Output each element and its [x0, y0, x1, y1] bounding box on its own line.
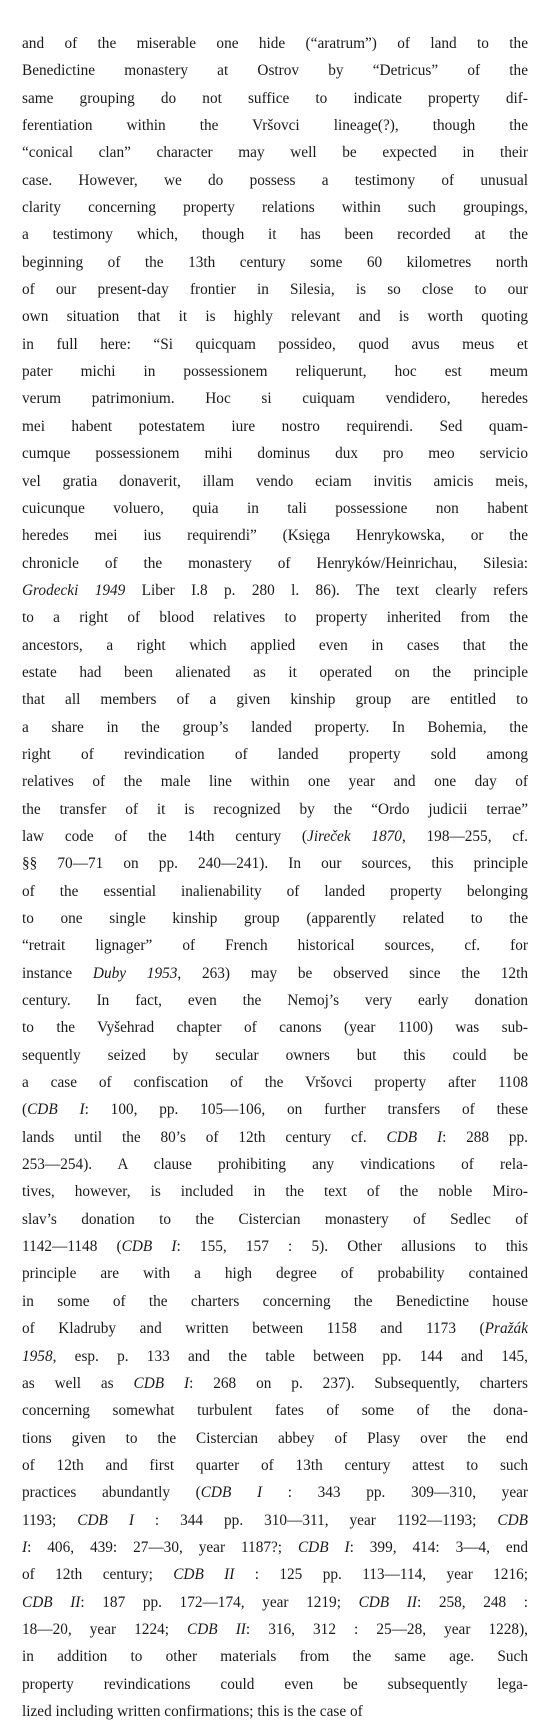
citation-italic: Duby 1953	[92, 964, 178, 982]
text-segment: to the Vyšehrad chapter of canons (year 1100) was sub-	[22, 1019, 528, 1037]
text-line	[22, 440, 528, 467]
citation-italic: CDB II	[187, 1620, 246, 1638]
text-segment: century. In fact, even the Nemoj’s very early donation	[22, 992, 528, 1010]
text-line	[22, 550, 528, 577]
text-line	[22, 468, 528, 495]
text-line	[22, 1671, 528, 1698]
text-line	[22, 796, 528, 823]
citation-italic: CDB I	[77, 1511, 134, 1529]
text-line	[22, 1452, 528, 1479]
text-segment: : 268 on p. 237). Subsequently, charters	[189, 1374, 528, 1392]
citation-italic: CDB II	[358, 1593, 417, 1611]
text-line	[22, 194, 528, 221]
text-segment: : 288 pp.	[442, 1128, 528, 1146]
text-segment: a testimony which, though it has been recorded at the	[22, 226, 528, 244]
text-line	[22, 714, 528, 741]
text-segment: : 399, 414: 3—4, end	[349, 1538, 528, 1556]
text-segment: chronicle of the monastery of Henryków/Heinrichau, Silesia:	[22, 554, 528, 572]
text-segment: estate had been alienated as it operated on the principle	[22, 663, 528, 681]
text-segment: to one single kinship group (apparently related to the	[22, 910, 528, 927]
text-segment: own situation that it is highly relevant and is worth quoting	[22, 308, 528, 326]
text-line	[22, 1288, 528, 1315]
text-segment: : 344 pp. 310—311, year 1192—1193;	[133, 1511, 498, 1529]
text-line	[22, 1507, 528, 1534]
text-line	[22, 1069, 528, 1096]
text-segment: of Kladruby and written between 1158 and 1173 (	[22, 1320, 485, 1338]
text-segment: concerning somewhat turbulent fates of some of the dona-	[22, 1402, 528, 1420]
text-line	[22, 303, 528, 330]
text-line	[22, 167, 528, 194]
text-segment: and of the miserable one hide (“aratrum”) of land to the	[22, 35, 528, 52]
text-segment: 253—254). A clause prohibiting any vindications of rela-	[22, 1156, 528, 1174]
text-segment: that all members of a given kinship group are entitled to	[22, 691, 528, 709]
citation-italic: Pražák	[484, 1320, 528, 1338]
citation-italic: CDB II	[22, 1593, 81, 1611]
text-segment: 1193;	[22, 1511, 78, 1529]
text-segment: 18—20, year 1224;	[22, 1620, 188, 1638]
text-segment: : 258, 248 :	[416, 1593, 528, 1611]
text-line	[22, 1370, 528, 1397]
citation-italic: CDB I	[200, 1484, 263, 1502]
text-line	[22, 577, 528, 604]
text-line	[22, 878, 528, 905]
text-segment: slav’s donation to the Cistercian monastery of Sedlec of	[22, 1210, 528, 1228]
text-segment: beginning of the 13th century some 60 kilometres north	[22, 253, 528, 271]
text-segment: clarity concerning property relations within such groupings,	[22, 199, 528, 217]
text-line	[22, 686, 528, 713]
citation-italic: 1958	[22, 1347, 53, 1365]
text-segment: cumque possessionem mihi dominus dux pro meo servicio	[22, 445, 528, 463]
text-segment: Liber I.8 p. 280 l. 86). The text clearly refers	[125, 581, 528, 599]
text-segment: case. However, we do possess a testimony of unusual	[22, 171, 528, 189]
citation-italic: CDB I	[386, 1128, 443, 1146]
text-line	[22, 358, 528, 385]
text-segment: : 125 pp. 113—114, year 1216;	[234, 1566, 528, 1584]
text-segment: property revindications could even be subsequently lega-	[22, 1675, 528, 1693]
text-line	[22, 1124, 528, 1151]
text-segment: : 406, 439: 27—30, year 1187?;	[27, 1538, 298, 1556]
text-line	[22, 385, 528, 412]
text-line	[22, 1315, 528, 1342]
text-segment: of the essential inalienability of landed property belonging	[22, 882, 528, 900]
text-segment: in full here: “Si quicquam possideo, quod avus meus et	[22, 335, 528, 353]
text-segment: mei habent potestatem iure nostro requirendi. Sed quam-	[22, 417, 528, 435]
text-segment: lands until the 80’s of 12th century cf.	[22, 1128, 387, 1146]
text-segment: cuicunque voluero, quia in tali possessione non habent	[22, 499, 528, 517]
text-segment: of 12th century;	[22, 1566, 174, 1584]
citation-italic: CDB I	[297, 1538, 350, 1556]
text-line	[22, 1151, 528, 1178]
text-segment: of 12th and first quarter of 13th century attest to such	[22, 1456, 528, 1474]
citation-italic: CDB II	[173, 1566, 235, 1584]
text-line	[22, 1561, 528, 1588]
text-segment: right of revindication of landed property sold among	[22, 745, 528, 763]
text-segment: as well as	[22, 1374, 134, 1392]
text-segment: , 263) may be observed since the 12th	[177, 964, 528, 982]
text-segment: in some of the charters concerning the Benedictine house	[22, 1292, 528, 1310]
text-line	[22, 905, 528, 932]
text-line	[22, 1096, 528, 1123]
text-segment: verum patrimonium. Hoc si cuiquam vendidero, heredes	[22, 390, 528, 408]
text-segment: vel gratia donaverit, illam vendo eciam invitis amicis meis,	[22, 472, 528, 490]
text-line	[22, 1206, 528, 1233]
document-page	[22, 30, 528, 1725]
text-segment: a share in the group’s landed property. In Bohemia, the	[22, 718, 528, 736]
text-line	[22, 960, 528, 987]
text-segment: ancestors, a right which applied even in cases that the	[22, 636, 528, 654]
text-line	[22, 1233, 528, 1260]
text-line	[22, 823, 528, 850]
text-line	[22, 1643, 528, 1670]
text-segment: in addition to other materials from the same age. Such	[22, 1648, 528, 1666]
text-segment: : 155, 157 : 5). Other allusions to this	[176, 1238, 528, 1256]
text-line	[22, 139, 528, 166]
text-segment: the transfer of it is recognized by the “Ordo judicii terrae”	[22, 800, 528, 818]
text-line	[22, 221, 528, 248]
text-line	[22, 331, 528, 358]
text-segment: : 187 pp. 172—174, year 1219;	[80, 1593, 359, 1611]
text-line	[22, 768, 528, 795]
text-segment: same grouping do not suffice to indicate property dif-	[22, 89, 528, 107]
text-segment: to a right of blood relatives to property inherited from the	[22, 609, 528, 627]
text-line	[22, 276, 528, 303]
text-line	[22, 1178, 528, 1205]
text-line	[22, 30, 528, 57]
text-segment: principle are with a high degree of probability contained	[22, 1265, 528, 1283]
text-line	[22, 1589, 528, 1616]
text-line	[22, 659, 528, 686]
text-line	[22, 850, 528, 877]
citation-italic: Grodecki 1949	[22, 581, 126, 599]
text-line	[22, 1397, 528, 1424]
text-segment: “retrait lignager” of French historical sources, cf. for	[22, 937, 528, 955]
text-line	[22, 1425, 528, 1452]
citation-italic: CDB I	[27, 1101, 85, 1119]
text-line	[22, 495, 528, 522]
text-line	[22, 604, 528, 631]
text-segment: sequently seized by secular owners but this could be	[22, 1046, 528, 1064]
text-segment: Benedictine monastery at Ostrov by “Detricus” of the	[22, 62, 528, 80]
text-line	[22, 413, 528, 440]
citation-italic: Jireček 1870	[307, 827, 402, 845]
text-line	[22, 1534, 528, 1561]
text-line	[22, 249, 528, 276]
text-line	[22, 987, 528, 1014]
text-segment: law code of the 14th century (	[22, 827, 308, 845]
citation-italic: CDB	[497, 1511, 528, 1529]
text-segment: relatives of the male line within one year and one day of	[22, 773, 528, 791]
text-line	[22, 57, 528, 84]
text-segment: lized including written confirmations; this is the case of	[22, 1702, 363, 1720]
text-line	[22, 1616, 528, 1643]
text-line	[22, 1260, 528, 1287]
text-line	[22, 741, 528, 768]
text-line	[22, 1343, 528, 1370]
text-line	[22, 112, 528, 139]
text-segment: , esp. p. 133 and the table between pp. 144 and 145,	[52, 1347, 528, 1365]
text-segment: , 198—255, cf.	[401, 827, 528, 845]
text-segment: (	[22, 1101, 28, 1119]
text-line	[22, 932, 528, 959]
text-segment: : 343 pp. 309—310, year	[262, 1484, 528, 1502]
text-segment: §§ 70—71 on pp. 240—241). In our sources, this principle	[22, 855, 528, 873]
text-line	[22, 1014, 528, 1041]
text-segment: heredes mei ius requirendi” (Księga Henrykowska, or the	[22, 527, 528, 545]
text-segment: “conical clan” character may well be expected in their	[22, 144, 528, 162]
text-segment: tives, however, is included in the text of the noble Miro-	[22, 1183, 528, 1201]
text-segment: practices abundantly (	[22, 1484, 201, 1502]
citation-italic: CDB I	[133, 1374, 190, 1392]
text-segment: 1142—1148 (	[22, 1238, 122, 1256]
text-line	[22, 85, 528, 112]
text-segment: tions given to the Cistercian abbey of Plasy over the end	[22, 1429, 528, 1447]
citation-italic: I	[22, 1538, 28, 1556]
text-segment: of our present-day frontier in Silesia, is so close to our	[22, 281, 528, 299]
text-line	[22, 1479, 528, 1506]
text-line	[22, 1698, 528, 1725]
text-line	[22, 1042, 528, 1069]
text-segment: pater michi in possessionem reliquerunt, hoc est meum	[22, 363, 528, 381]
text-line	[22, 632, 528, 659]
text-segment: instance	[22, 964, 93, 982]
text-segment: : 316, 312 : 25—28, year 1228),	[245, 1620, 528, 1638]
text-segment: : 100, pp. 105—106, on further transfers of these	[84, 1101, 528, 1119]
citation-italic: CDB I	[121, 1238, 177, 1256]
text-line	[22, 522, 528, 549]
text-segment: ferentiation within the Vršovci lineage(?), though the	[22, 117, 528, 135]
text-segment: a case of confiscation of the Vršovci property after 1108	[22, 1074, 528, 1092]
